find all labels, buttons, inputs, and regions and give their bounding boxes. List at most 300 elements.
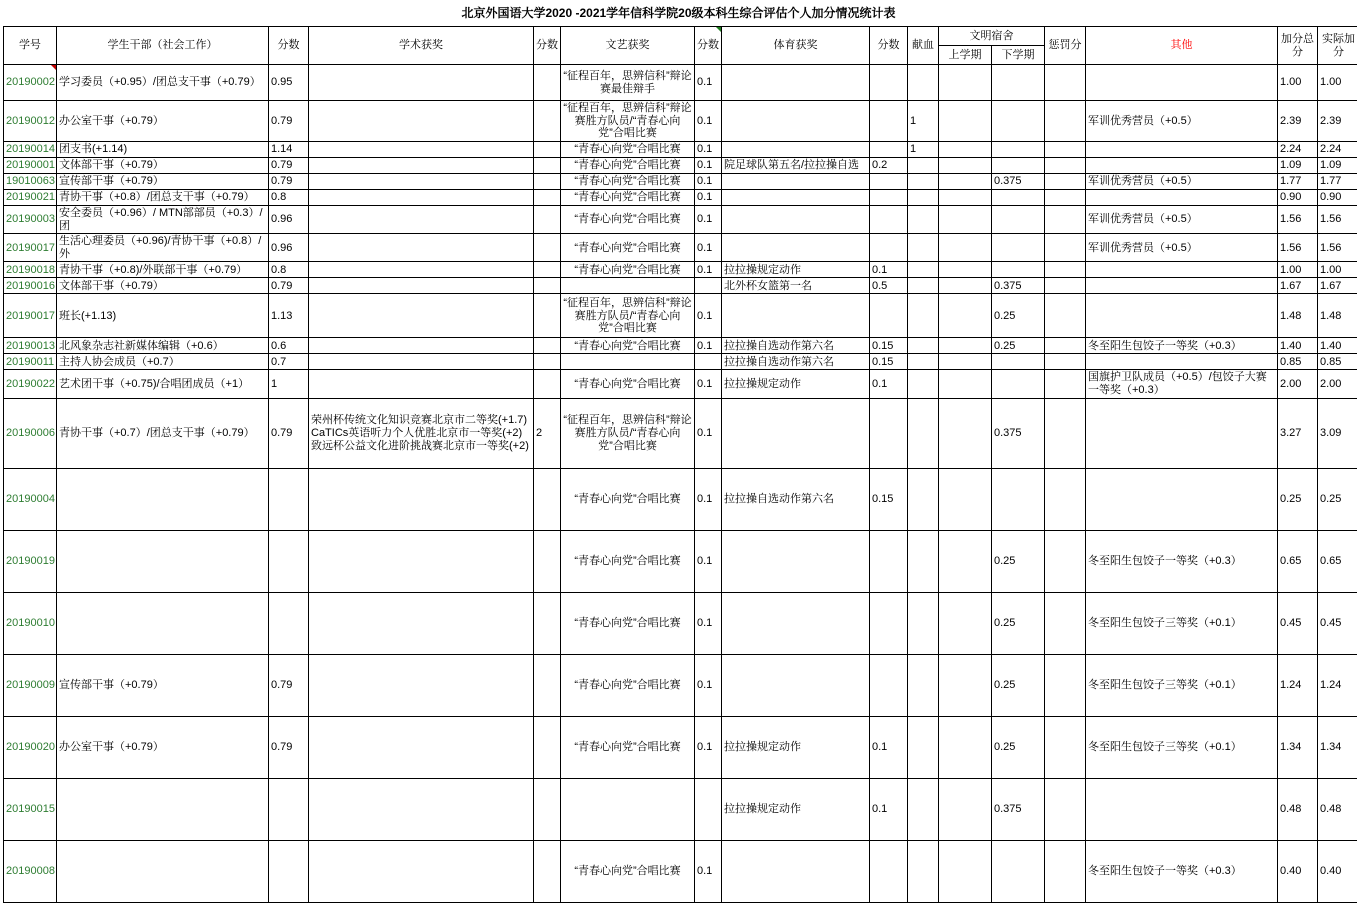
cell-total-bonus[interactable]: 1.56 [1278,205,1318,233]
cell-second-semester[interactable] [992,354,1045,370]
cell-score-1[interactable]: 1.14 [269,141,309,157]
cell-score-3[interactable]: 0.1 [695,592,722,654]
cell-score-3[interactable]: 0.1 [695,370,722,398]
cell-other[interactable]: 冬至阳生包饺子三等奖（+0.1） [1086,716,1278,778]
cell-sports-award[interactable] [722,654,870,716]
cell-blood-donation[interactable] [908,654,939,716]
cell-total-bonus[interactable]: 1.00 [1278,65,1318,101]
cell-score-3[interactable] [695,778,722,840]
cell-first-semester[interactable] [939,530,992,592]
cell-score-4[interactable]: 0.1 [870,370,908,398]
cell-actual-bonus[interactable]: 1.67 [1318,278,1357,294]
cell-art-award[interactable]: “征程百年，思辨信科”辩论赛胜方队员/“青春心向党”合唱比赛 [561,101,695,142]
cell-student-cadre[interactable]: 主持人协会成员（+0.7） [57,354,269,370]
cell-score-2[interactable] [534,840,561,902]
cell-sports-award[interactable] [722,173,870,189]
cell-score-2[interactable] [534,294,561,338]
table-row[interactable] [4,294,1357,338]
cell-academic-award[interactable] [309,592,534,654]
cell-blood-donation[interactable] [908,234,939,262]
cell-score-2[interactable]: 2 [534,398,561,468]
cell-score-2[interactable] [534,530,561,592]
cell-art-award[interactable]: “青春心向党”合唱比赛 [561,157,695,173]
cell-first-semester[interactable] [939,840,992,902]
cell-score-4[interactable] [870,234,908,262]
cell-penalty[interactable] [1045,716,1086,778]
cell-student-cadre[interactable]: 学习委员（+0.95）/团总支干事（+0.79） [57,65,269,101]
cell-art-award[interactable]: “青春心向党”合唱比赛 [561,205,695,233]
cell-total-bonus[interactable]: 0.85 [1278,354,1318,370]
cell-second-semester[interactable] [992,157,1045,173]
cell-academic-award[interactable] [309,234,534,262]
cell-art-award[interactable]: “青春心向党”合唱比赛 [561,592,695,654]
cell-score-2[interactable] [534,278,561,294]
cell-academic-award[interactable] [309,205,534,233]
cell-sports-award[interactable] [722,189,870,205]
cell-other[interactable] [1086,262,1278,278]
cell-academic-award[interactable] [309,840,534,902]
cell-student-cadre[interactable]: 青协干事（+0.8)/外联部干事（+0.79） [57,262,269,278]
cell-second-semester[interactable] [992,141,1045,157]
cell-academic-award[interactable] [309,354,534,370]
cell-art-award[interactable]: “青春心向党”合唱比赛 [561,654,695,716]
cell-student-id[interactable]: 20190011 [4,354,57,370]
cell-score-2[interactable] [534,716,561,778]
cell-blood-donation[interactable] [908,592,939,654]
cell-first-semester[interactable] [939,65,992,101]
cell-blood-donation[interactable] [908,354,939,370]
cell-academic-award[interactable]: 荣州杯传统文化知识竞赛北京市二等奖(+1.7) CaTICs英语听力个人优胜北京市一等奖(+2) 致远杯公益文化进阶挑战赛北京市一等奖(+2) [309,398,534,468]
cell-score-2[interactable] [534,189,561,205]
cell-blood-donation[interactable] [908,370,939,398]
cell-student-cadre[interactable]: 北风象杂志社新媒体编辑（+0.6） [57,338,269,354]
cell-sports-award[interactable]: 拉拉操自选动作第六名 [722,338,870,354]
cell-penalty[interactable] [1045,654,1086,716]
cell-first-semester[interactable] [939,278,992,294]
cell-second-semester[interactable]: 0.25 [992,592,1045,654]
cell-sports-award[interactable] [722,141,870,157]
cell-other[interactable] [1086,189,1278,205]
cell-student-id[interactable]: 19010063 [4,173,57,189]
cell-student-cadre[interactable]: 生活心理委员（+0.96)/青协干事（+0.8）/外 [57,234,269,262]
cell-art-award[interactable]: “青春心向党”合唱比赛 [561,262,695,278]
cell-penalty[interactable] [1045,189,1086,205]
table-row[interactable] [4,716,1357,778]
cell-score-2[interactable] [534,468,561,530]
cell-total-bonus[interactable]: 1.24 [1278,654,1318,716]
cell-student-cadre[interactable]: 艺术团干事（+0.75)/合唱团成员（+1） [57,370,269,398]
cell-score-1[interactable]: 0.96 [269,234,309,262]
table-row[interactable] [4,278,1357,294]
cell-academic-award[interactable] [309,654,534,716]
cell-actual-bonus[interactable]: 1.56 [1318,205,1357,233]
cell-student-id[interactable]: 20190008 [4,840,57,902]
cell-total-bonus[interactable]: 0.45 [1278,592,1318,654]
cell-student-cadre[interactable] [57,468,269,530]
cell-student-id[interactable]: 20190015 [4,778,57,840]
cell-score-4[interactable] [870,840,908,902]
cell-blood-donation[interactable] [908,840,939,902]
cell-total-bonus[interactable]: 2.00 [1278,370,1318,398]
cell-score-3[interactable]: 0.1 [695,716,722,778]
cell-first-semester[interactable] [939,716,992,778]
cell-blood-donation[interactable] [908,205,939,233]
cell-blood-donation[interactable] [908,294,939,338]
cell-art-award[interactable] [561,354,695,370]
cell-second-semester[interactable]: 0.25 [992,338,1045,354]
cell-second-semester[interactable] [992,101,1045,142]
cell-score-1[interactable]: 0.8 [269,189,309,205]
cell-score-4[interactable]: 0.2 [870,157,908,173]
cell-actual-bonus[interactable]: 1.34 [1318,716,1357,778]
cell-score-4[interactable] [870,65,908,101]
cell-penalty[interactable] [1045,262,1086,278]
cell-sports-award[interactable] [722,65,870,101]
cell-score-3[interactable]: 0.1 [695,294,722,338]
cell-actual-bonus[interactable]: 0.45 [1318,592,1357,654]
cell-total-bonus[interactable]: 0.40 [1278,840,1318,902]
cell-total-bonus[interactable]: 2.24 [1278,141,1318,157]
cell-second-semester[interactable] [992,189,1045,205]
cell-academic-award[interactable] [309,141,534,157]
cell-student-id[interactable]: 20190018 [4,262,57,278]
cell-blood-donation[interactable] [908,716,939,778]
cell-penalty[interactable] [1045,530,1086,592]
cell-total-bonus[interactable]: 3.27 [1278,398,1318,468]
cell-second-semester[interactable]: 0.375 [992,778,1045,840]
cell-score-1[interactable] [269,778,309,840]
cell-student-cadre[interactable]: 宣传部干事（+0.79） [57,654,269,716]
cell-academic-award[interactable] [309,468,534,530]
cell-score-3[interactable]: 0.1 [695,65,722,101]
cell-penalty[interactable] [1045,101,1086,142]
cell-academic-award[interactable] [309,716,534,778]
cell-second-semester[interactable]: 0.375 [992,278,1045,294]
cell-other[interactable]: 冬至阳生包饺子一等奖（+0.3） [1086,530,1278,592]
cell-academic-award[interactable] [309,338,534,354]
cell-second-semester[interactable]: 0.25 [992,294,1045,338]
cell-art-award[interactable]: “青春心向党”合唱比赛 [561,840,695,902]
cell-penalty[interactable] [1045,205,1086,233]
cell-score-3[interactable]: 0.1 [695,398,722,468]
cell-sports-award[interactable] [722,592,870,654]
cell-score-2[interactable] [534,654,561,716]
cell-penalty[interactable] [1045,354,1086,370]
cell-other[interactable]: 冬至阳生包饺子一等奖（+0.3） [1086,840,1278,902]
cell-other[interactable] [1086,468,1278,530]
cell-art-award[interactable]: “征程百年，思辨信科”辩论赛胜方队员/“青春心向党”合唱比赛 [561,294,695,338]
cell-blood-donation[interactable] [908,530,939,592]
cell-second-semester[interactable] [992,370,1045,398]
table-row[interactable] [4,398,1357,468]
cell-first-semester[interactable] [939,189,992,205]
table-row[interactable] [4,101,1357,142]
cell-second-semester[interactable] [992,234,1045,262]
cell-sports-award[interactable]: 拉拉操自选动作第六名 [722,354,870,370]
cell-student-id[interactable]: 20190022 [4,370,57,398]
cell-score-3[interactable]: 0.1 [695,173,722,189]
cell-academic-award[interactable] [309,294,534,338]
cell-student-cadre[interactable] [57,778,269,840]
cell-score-2[interactable] [534,173,561,189]
cell-penalty[interactable] [1045,398,1086,468]
cell-second-semester[interactable] [992,205,1045,233]
cell-art-award[interactable] [561,278,695,294]
cell-blood-donation[interactable] [908,468,939,530]
cell-student-id[interactable]: 20190009 [4,654,57,716]
table-row[interactable] [4,354,1357,370]
cell-first-semester[interactable] [939,141,992,157]
table-row[interactable] [4,778,1357,840]
cell-total-bonus[interactable]: 1.09 [1278,157,1318,173]
cell-student-cadre[interactable]: 办公室干事（+0.79） [57,101,269,142]
cell-score-4[interactable] [870,189,908,205]
cell-actual-bonus[interactable]: 0.85 [1318,354,1357,370]
cell-score-4[interactable]: 0.1 [870,262,908,278]
cell-penalty[interactable] [1045,234,1086,262]
cell-blood-donation[interactable] [908,278,939,294]
table-row[interactable] [4,840,1357,902]
cell-other[interactable] [1086,157,1278,173]
cell-actual-bonus[interactable]: 2.39 [1318,101,1357,142]
cell-first-semester[interactable] [939,234,992,262]
cell-sports-award[interactable] [722,101,870,142]
cell-student-cadre[interactable]: 办公室干事（+0.79） [57,716,269,778]
cell-total-bonus[interactable]: 0.25 [1278,468,1318,530]
cell-penalty[interactable] [1045,592,1086,654]
cell-art-award[interactable]: “青春心向党”合唱比赛 [561,468,695,530]
cell-score-2[interactable] [534,370,561,398]
cell-other[interactable]: 军训优秀营员（+0.5） [1086,101,1278,142]
cell-sports-award[interactable]: 北外杯女篮第一名 [722,278,870,294]
cell-first-semester[interactable] [939,173,992,189]
cell-penalty[interactable] [1045,338,1086,354]
cell-blood-donation[interactable] [908,65,939,101]
cell-student-cadre[interactable]: 班长(+1.13) [57,294,269,338]
cell-other[interactable]: 国旗护卫队成员（+0.5）/包饺子大赛一等奖（+0.3） [1086,370,1278,398]
cell-first-semester[interactable] [939,101,992,142]
cell-sports-award[interactable]: 拉拉操规定动作 [722,778,870,840]
cell-score-3[interactable]: 0.1 [695,189,722,205]
cell-score-1[interactable] [269,840,309,902]
cell-score-1[interactable]: 0.8 [269,262,309,278]
cell-blood-donation[interactable] [908,398,939,468]
cell-student-id[interactable]: 20190016 [4,278,57,294]
cell-penalty[interactable] [1045,173,1086,189]
table-row[interactable] [4,468,1357,530]
cell-sports-award[interactable] [722,840,870,902]
cell-blood-donation[interactable] [908,338,939,354]
table-row[interactable] [4,370,1357,398]
cell-actual-bonus[interactable]: 2.00 [1318,370,1357,398]
cell-other[interactable]: 军训优秀营员（+0.5） [1086,234,1278,262]
cell-blood-donation[interactable]: 1 [908,141,939,157]
cell-actual-bonus[interactable]: 0.25 [1318,468,1357,530]
cell-other[interactable] [1086,354,1278,370]
cell-academic-award[interactable] [309,530,534,592]
cell-other[interactable] [1086,65,1278,101]
cell-score-4[interactable] [870,592,908,654]
cell-art-award[interactable] [561,778,695,840]
cell-academic-award[interactable] [309,101,534,142]
cell-first-semester[interactable] [939,398,992,468]
cell-score-3[interactable]: 0.1 [695,234,722,262]
cell-score-1[interactable] [269,592,309,654]
cell-sports-award[interactable] [722,205,870,233]
cell-score-2[interactable] [534,262,561,278]
cell-penalty[interactable] [1045,468,1086,530]
cell-score-4[interactable] [870,398,908,468]
cell-second-semester[interactable] [992,468,1045,530]
cell-penalty[interactable] [1045,294,1086,338]
cell-blood-donation[interactable] [908,189,939,205]
cell-actual-bonus[interactable]: 1.77 [1318,173,1357,189]
cell-score-3[interactable] [695,278,722,294]
cell-other[interactable] [1086,278,1278,294]
cell-score-4[interactable]: 0.1 [870,778,908,840]
cell-student-id[interactable]: 20190021 [4,189,57,205]
cell-total-bonus[interactable]: 1.77 [1278,173,1318,189]
table-row[interactable] [4,65,1357,101]
cell-other[interactable]: 冬至阳生包饺子三等奖（+0.1） [1086,592,1278,654]
cell-actual-bonus[interactable]: 1.56 [1318,234,1357,262]
cell-sports-award[interactable]: 拉拉操规定动作 [722,262,870,278]
cell-score-2[interactable] [534,205,561,233]
cell-score-4[interactable] [870,173,908,189]
cell-score-2[interactable] [534,101,561,142]
cell-actual-bonus[interactable]: 0.48 [1318,778,1357,840]
cell-score-3[interactable]: 0.1 [695,338,722,354]
cell-student-id[interactable]: 20190017 [4,234,57,262]
cell-score-1[interactable]: 0.79 [269,278,309,294]
cell-art-award[interactable]: “青春心向党”合唱比赛 [561,189,695,205]
cell-academic-award[interactable] [309,262,534,278]
cell-student-id[interactable]: 20190020 [4,716,57,778]
cell-student-cadre[interactable]: 宣传部干事（+0.79） [57,173,269,189]
cell-score-2[interactable] [534,354,561,370]
cell-penalty[interactable] [1045,370,1086,398]
cell-actual-bonus[interactable]: 1.24 [1318,654,1357,716]
cell-score-1[interactable]: 0.6 [269,338,309,354]
cell-student-id[interactable]: 20190014 [4,141,57,157]
cell-score-3[interactable] [695,354,722,370]
cell-penalty[interactable] [1045,157,1086,173]
cell-other[interactable]: 军训优秀营员（+0.5） [1086,205,1278,233]
cell-score-4[interactable] [870,294,908,338]
cell-score-1[interactable]: 0.95 [269,65,309,101]
cell-first-semester[interactable] [939,592,992,654]
cell-student-id[interactable]: 20190012 [4,101,57,142]
cell-score-4[interactable] [870,101,908,142]
cell-art-award[interactable]: “青春心向党”合唱比赛 [561,173,695,189]
cell-academic-award[interactable] [309,157,534,173]
cell-score-1[interactable]: 1.13 [269,294,309,338]
cell-penalty[interactable] [1045,278,1086,294]
cell-score-1[interactable]: 0.79 [269,654,309,716]
cell-score-1[interactable]: 0.79 [269,398,309,468]
table-row[interactable] [4,338,1357,354]
cell-sports-award[interactable]: 院足球队第五名/拉拉操自选 [722,157,870,173]
cell-score-1[interactable]: 0.79 [269,101,309,142]
cell-blood-donation[interactable] [908,778,939,840]
cell-art-award[interactable]: “青春心向党”合唱比赛 [561,716,695,778]
cell-second-semester[interactable]: 0.375 [992,398,1045,468]
cell-penalty[interactable] [1045,141,1086,157]
cell-score-4[interactable]: 0.15 [870,354,908,370]
table-row[interactable] [4,654,1357,716]
cell-penalty[interactable] [1045,65,1086,101]
cell-academic-award[interactable] [309,778,534,840]
cell-score-3[interactable]: 0.1 [695,530,722,592]
cell-actual-bonus[interactable]: 1.40 [1318,338,1357,354]
cell-score-2[interactable] [534,592,561,654]
cell-first-semester[interactable] [939,294,992,338]
cell-sports-award[interactable] [722,294,870,338]
cell-total-bonus[interactable]: 0.65 [1278,530,1318,592]
cell-score-1[interactable] [269,468,309,530]
cell-other[interactable] [1086,778,1278,840]
cell-other[interactable] [1086,294,1278,338]
cell-score-1[interactable]: 0.7 [269,354,309,370]
table-row[interactable] [4,173,1357,189]
cell-score-3[interactable]: 0.1 [695,262,722,278]
cell-first-semester[interactable] [939,370,992,398]
cell-total-bonus[interactable]: 1.48 [1278,294,1318,338]
cell-student-cadre[interactable]: 安全委员（+0.96）/ MTN部部员（+0.3）/团 [57,205,269,233]
cell-art-award[interactable]: “青春心向党”合唱比赛 [561,141,695,157]
cell-actual-bonus[interactable]: 0.90 [1318,189,1357,205]
cell-sports-award[interactable]: 拉拉操规定动作 [722,716,870,778]
cell-other[interactable]: 冬至阳生包饺子三等奖（+0.1） [1086,654,1278,716]
table-row[interactable] [4,530,1357,592]
cell-first-semester[interactable] [939,205,992,233]
cell-other[interactable] [1086,141,1278,157]
cell-student-cadre[interactable] [57,530,269,592]
cell-first-semester[interactable] [939,157,992,173]
cell-total-bonus[interactable]: 1.40 [1278,338,1318,354]
cell-student-cadre[interactable] [57,840,269,902]
cell-first-semester[interactable] [939,354,992,370]
cell-penalty[interactable] [1045,840,1086,902]
table-row[interactable] [4,205,1357,233]
cell-art-award[interactable]: “青春心向党”合唱比赛 [561,370,695,398]
cell-score-1[interactable]: 0.79 [269,173,309,189]
cell-score-4[interactable]: 0.15 [870,468,908,530]
cell-penalty[interactable] [1045,778,1086,840]
cell-first-semester[interactable] [939,778,992,840]
table-row[interactable] [4,189,1357,205]
cell-actual-bonus[interactable]: 1.00 [1318,65,1357,101]
cell-academic-award[interactable] [309,370,534,398]
cell-score-4[interactable]: 0.1 [870,716,908,778]
cell-second-semester[interactable] [992,840,1045,902]
cell-student-cadre[interactable]: 文体部干事（+0.79） [57,278,269,294]
cell-sports-award[interactable] [722,398,870,468]
cell-score-3[interactable]: 0.1 [695,101,722,142]
cell-student-id[interactable]: 20190001 [4,157,57,173]
cell-blood-donation[interactable] [908,173,939,189]
cell-score-2[interactable] [534,65,561,101]
cell-student-cadre[interactable]: 青协干事（+0.7）/团总支干事（+0.79） [57,398,269,468]
cell-score-3[interactable]: 0.1 [695,141,722,157]
cell-blood-donation[interactable]: 1 [908,101,939,142]
cell-blood-donation[interactable] [908,157,939,173]
cell-actual-bonus[interactable]: 2.24 [1318,141,1357,157]
cell-score-4[interactable]: 0.15 [870,338,908,354]
cell-student-cadre[interactable]: 青协干事（+0.8）/团总支干事（+0.79） [57,189,269,205]
cell-academic-award[interactable] [309,65,534,101]
cell-second-semester[interactable] [992,262,1045,278]
